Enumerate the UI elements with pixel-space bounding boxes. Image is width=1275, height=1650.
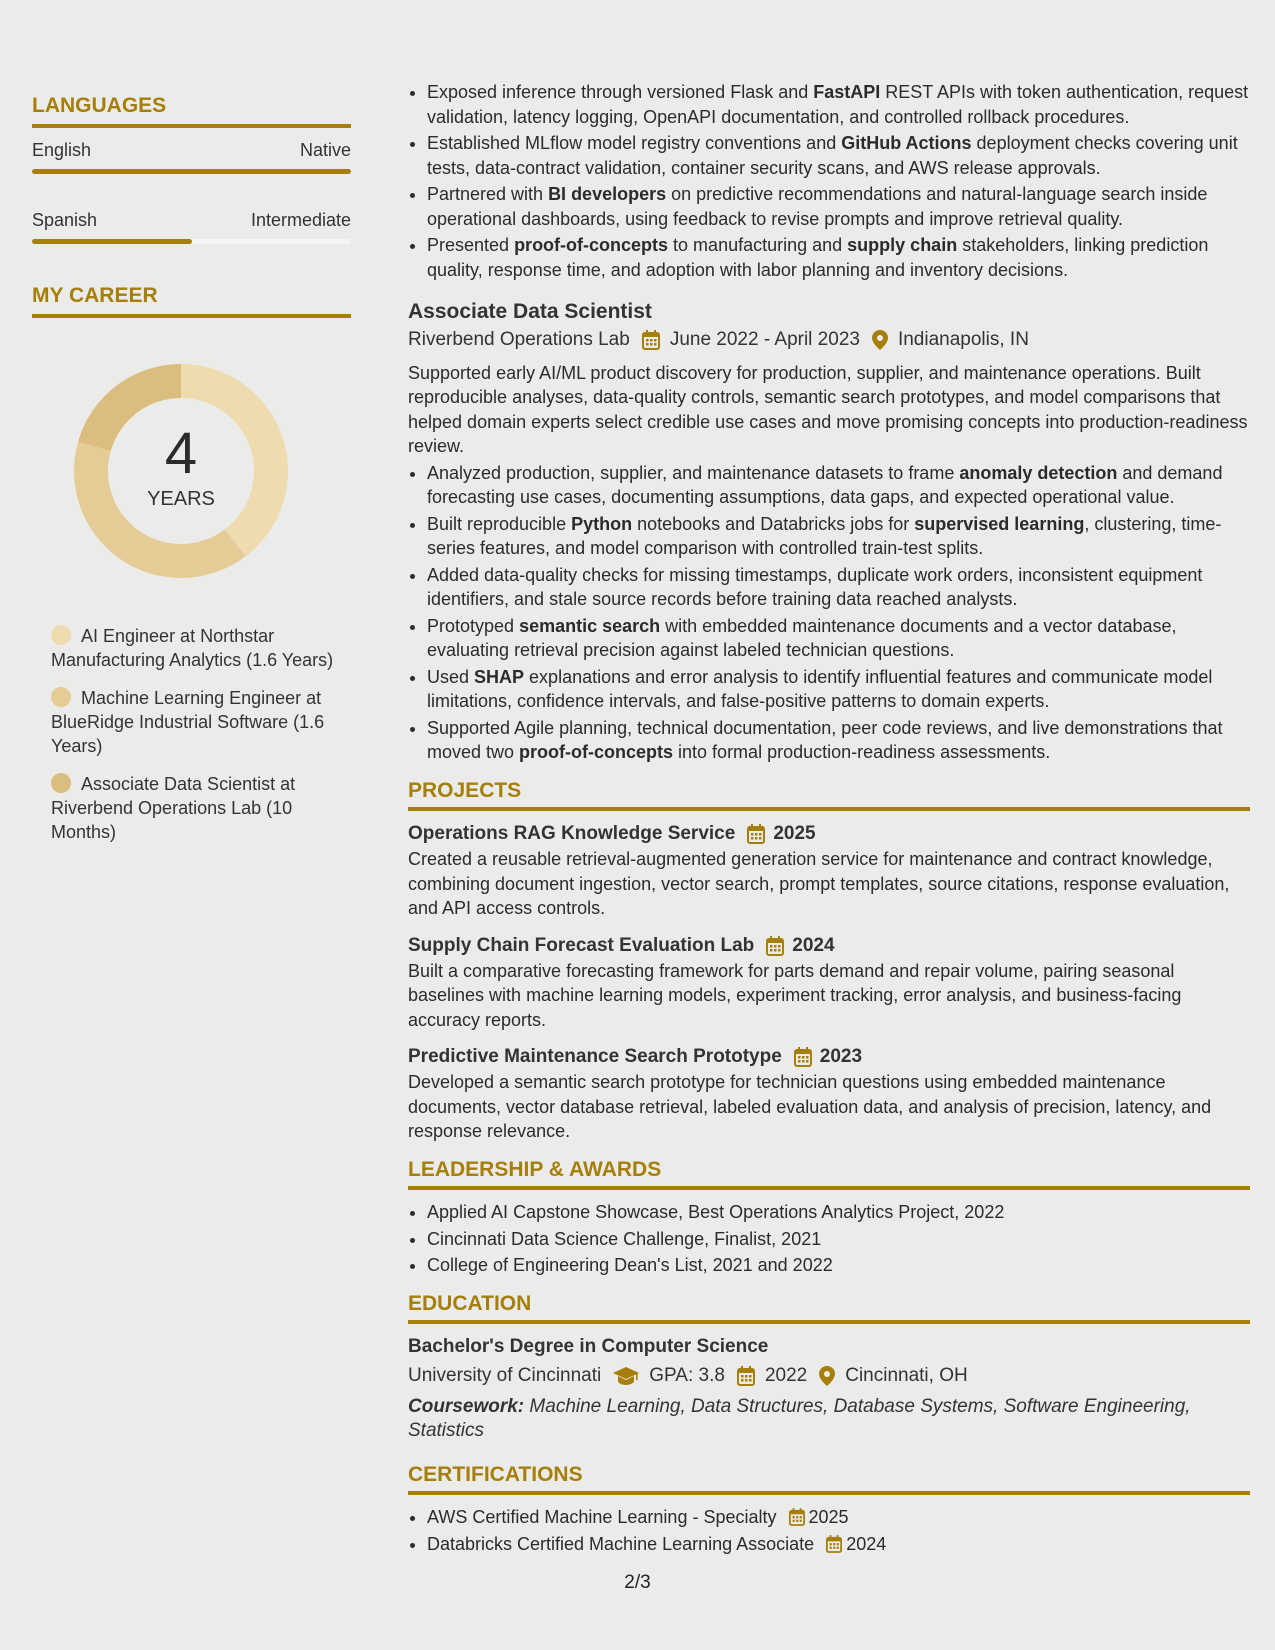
- project-title: Operations RAG Knowledge Service: [408, 823, 736, 844]
- career-total-unit: YEARS: [147, 488, 215, 510]
- project-item: [408, 1044, 1250, 1144]
- education-heading: EDUCATION: [408, 1292, 1250, 1325]
- language-level: Native: [299, 140, 351, 160]
- legend-label: AI Engineer at Northstar Manufacturing Analytics (1.6 Years): [51, 626, 334, 670]
- language-proficiency-fill: [32, 169, 351, 174]
- awards-list: [408, 1200, 1250, 1278]
- project-year: 2025: [773, 823, 816, 844]
- project-description: Built a comparative forecasting framework for parts demand and repair volume, pairing seasonal baselines with machine learning models, experiment tracking, error analysis, and business-facing accuracy reports.: [408, 960, 1182, 1030]
- career-total-years: 4: [164, 421, 198, 486]
- coursework-label: Coursework:: [408, 1395, 525, 1417]
- bullet-item: • Presented proof-of-concepts to manufacturing and supply chain stakeholders, linking prediction quality, response time, and adoption with labor planning and inventory decisions.: [427, 233, 1250, 282]
- location-pin-icon: [819, 1366, 835, 1386]
- career-heading: MY CAREER: [32, 284, 351, 318]
- career-legend-item: [51, 624, 341, 672]
- calendar-icon: [794, 1047, 812, 1067]
- job-title: Associate Data Scientist: [408, 300, 652, 323]
- job-location: Indianapolis, IN: [897, 329, 1029, 350]
- calendar-icon: [766, 936, 784, 956]
- coursework-list: Machine Learning, Data Structures, Database Systems, Software Engineering, Statistics: [408, 1395, 1191, 1441]
- degree-title: Bachelor's Degree in Computer Science: [408, 1336, 769, 1357]
- languages-list: [32, 140, 351, 244]
- language-item: [32, 210, 351, 244]
- bullet-item: • Prototyped semantic search with embedded maintenance documents and a vector database, evaluating retrieval precision against labeled technician questions.: [427, 614, 1250, 663]
- graduation-cap-icon: [613, 1367, 639, 1385]
- school-location: Cincinnati, OH: [845, 1365, 968, 1386]
- legend-swatch: [51, 625, 71, 645]
- project-title: Supply Chain Forecast Evaluation Lab: [408, 934, 755, 956]
- coursework: [408, 1395, 1250, 1443]
- gpa: GPA: 3.8: [649, 1365, 725, 1386]
- calendar-icon: [826, 1535, 842, 1553]
- language-proficiency-bar: [32, 169, 351, 174]
- language-level: Intermediate: [250, 210, 351, 230]
- bullet-item: • Established MLflow model registry conventions and GitHub Actions deployment checks covering unit tests, data-contract validation, container security scans, and AWS release approvals.: [427, 131, 1250, 180]
- certification-name: • AWS Certified Machine Learning - Specialty: [427, 1507, 777, 1527]
- bullet-item: • Analyzed production, supplier, and maintenance datasets to frame anomaly detection and demand forecasting use cases, documenting assumptions, data gaps, and expected operational value.: [427, 461, 1250, 510]
- bullet-item: • Built reproducible Python notebooks and Databricks jobs for supervised learning, clustering, time-series features, and model comparison with controlled train-test splits.: [427, 512, 1250, 561]
- project-description: Created a reusable retrieval-augmented generation service for maintenance and contract knowledge, combining document ingestion, vector search, prompt templates, source citations, response evaluation, and API access controls.: [408, 849, 1230, 918]
- right-column: [408, 80, 1250, 1558]
- calendar-icon: [789, 1508, 805, 1526]
- legend-label: Associate Data Scientist at Riverbend Operations Lab (10 Months): [51, 774, 296, 842]
- calendar-icon: [747, 824, 765, 844]
- bullet-item: • Exposed inference through versioned Flask and FastAPI REST APIs with token authentication, request validation, latency logging, OpenAPI documentation, and controlled rollback procedures.: [427, 80, 1250, 129]
- project-item: [408, 821, 1250, 921]
- languages-heading: LANGUAGES: [32, 94, 351, 128]
- education-meta: [408, 1364, 1250, 1389]
- donut-center: [64, 421, 298, 511]
- project-item: [408, 933, 1250, 1033]
- career-donut-chart: [64, 354, 298, 588]
- project-title: Predictive Maintenance Search Prototype: [408, 1046, 782, 1067]
- certifications-list: [408, 1505, 1250, 1556]
- job-bullets: [408, 461, 1250, 765]
- legend-label: Machine Learning Engineer at BlueRidge Industrial Software (1.6 Years): [51, 688, 325, 756]
- bullet-item: • Added data-quality checks for missing timestamps, duplicate work orders, inconsistent equipment identifiers, and stale source records before training data reached analysts.: [427, 563, 1250, 612]
- page-number: 2/3: [624, 1572, 651, 1593]
- projects-heading: PROJECTS: [408, 779, 1250, 812]
- graduation-year: 2022: [764, 1365, 808, 1386]
- job-company: Riverbend Operations Lab: [408, 329, 630, 350]
- prior-job-bullets: [408, 80, 1250, 282]
- certification-name: • Databricks Certified Machine Learning Associate: [427, 1533, 815, 1554]
- job-summary: Supported early AI/ML product discovery for production, supplier, and maintenance operations. Built reproducible analyses, data-quality controls, semantic search prototypes, and model comparisons that helped domain experts select credible use cases and move promising concepts into production-readiness review.: [408, 362, 1248, 456]
- project-year: 2024: [792, 934, 835, 956]
- career-legend-item: [51, 772, 341, 844]
- career-legend-item: [51, 686, 341, 758]
- job-meta: [408, 328, 1250, 353]
- legend-swatch: [51, 687, 71, 707]
- bullet-item: • Used SHAP explanations and error analysis to identify influential features and communicate model limitations, confidence intervals, and false-positive patterns to domain experts.: [427, 665, 1250, 714]
- project-year: 2023: [819, 1046, 863, 1067]
- language-name: Spanish: [32, 210, 98, 230]
- award-item: • Applied AI Capstone Showcase, Best Operations Analytics Project, 2022: [427, 1200, 1250, 1225]
- calendar-icon: [642, 330, 660, 350]
- legend-swatch: [51, 773, 71, 793]
- certification-item: [427, 1505, 1250, 1530]
- certification-year: 2024: [846, 1533, 887, 1554]
- language-item: [32, 140, 351, 174]
- calendar-icon: [737, 1366, 755, 1386]
- certifications-heading: CERTIFICATIONS: [408, 1463, 1250, 1496]
- awards-heading: LEADERSHIP & AWARDS: [408, 1158, 1250, 1191]
- job-dates: June 2022 - April 2023: [669, 329, 860, 350]
- certification-item: [427, 1532, 1250, 1557]
- career-legend: [51, 624, 341, 844]
- bullet-item: • Supported Agile planning, technical documentation, peer code reviews, and live demonstrations that moved two proof-of-concepts into formal production-readiness assessments.: [427, 716, 1250, 765]
- certification-year: 2025: [808, 1507, 849, 1527]
- location-pin-icon: [872, 330, 888, 350]
- language-proficiency-bar: [32, 239, 351, 244]
- award-item: • College of Engineering Dean's List, 2021 and 2022: [427, 1253, 1250, 1278]
- language-name: English: [32, 140, 92, 160]
- award-item: • Cincinnati Data Science Challenge, Finalist, 2021: [427, 1227, 1250, 1252]
- bullet-item: • Partnered with BI developers on predictive recommendations and natural-language search inside operational dashboards, using feedback to revise prompts and improve retrieval quality.: [427, 182, 1250, 231]
- language-proficiency-fill: [32, 239, 192, 244]
- left-column: [32, 94, 351, 858]
- project-description: Developed a semantic search prototype for technician questions using embedded maintenance documents, vector database retrieval, labeled evaluation data, and analysis of precision, latency, and response relevance.: [408, 1072, 1212, 1141]
- school-name: University of Cincinnati: [408, 1365, 602, 1386]
